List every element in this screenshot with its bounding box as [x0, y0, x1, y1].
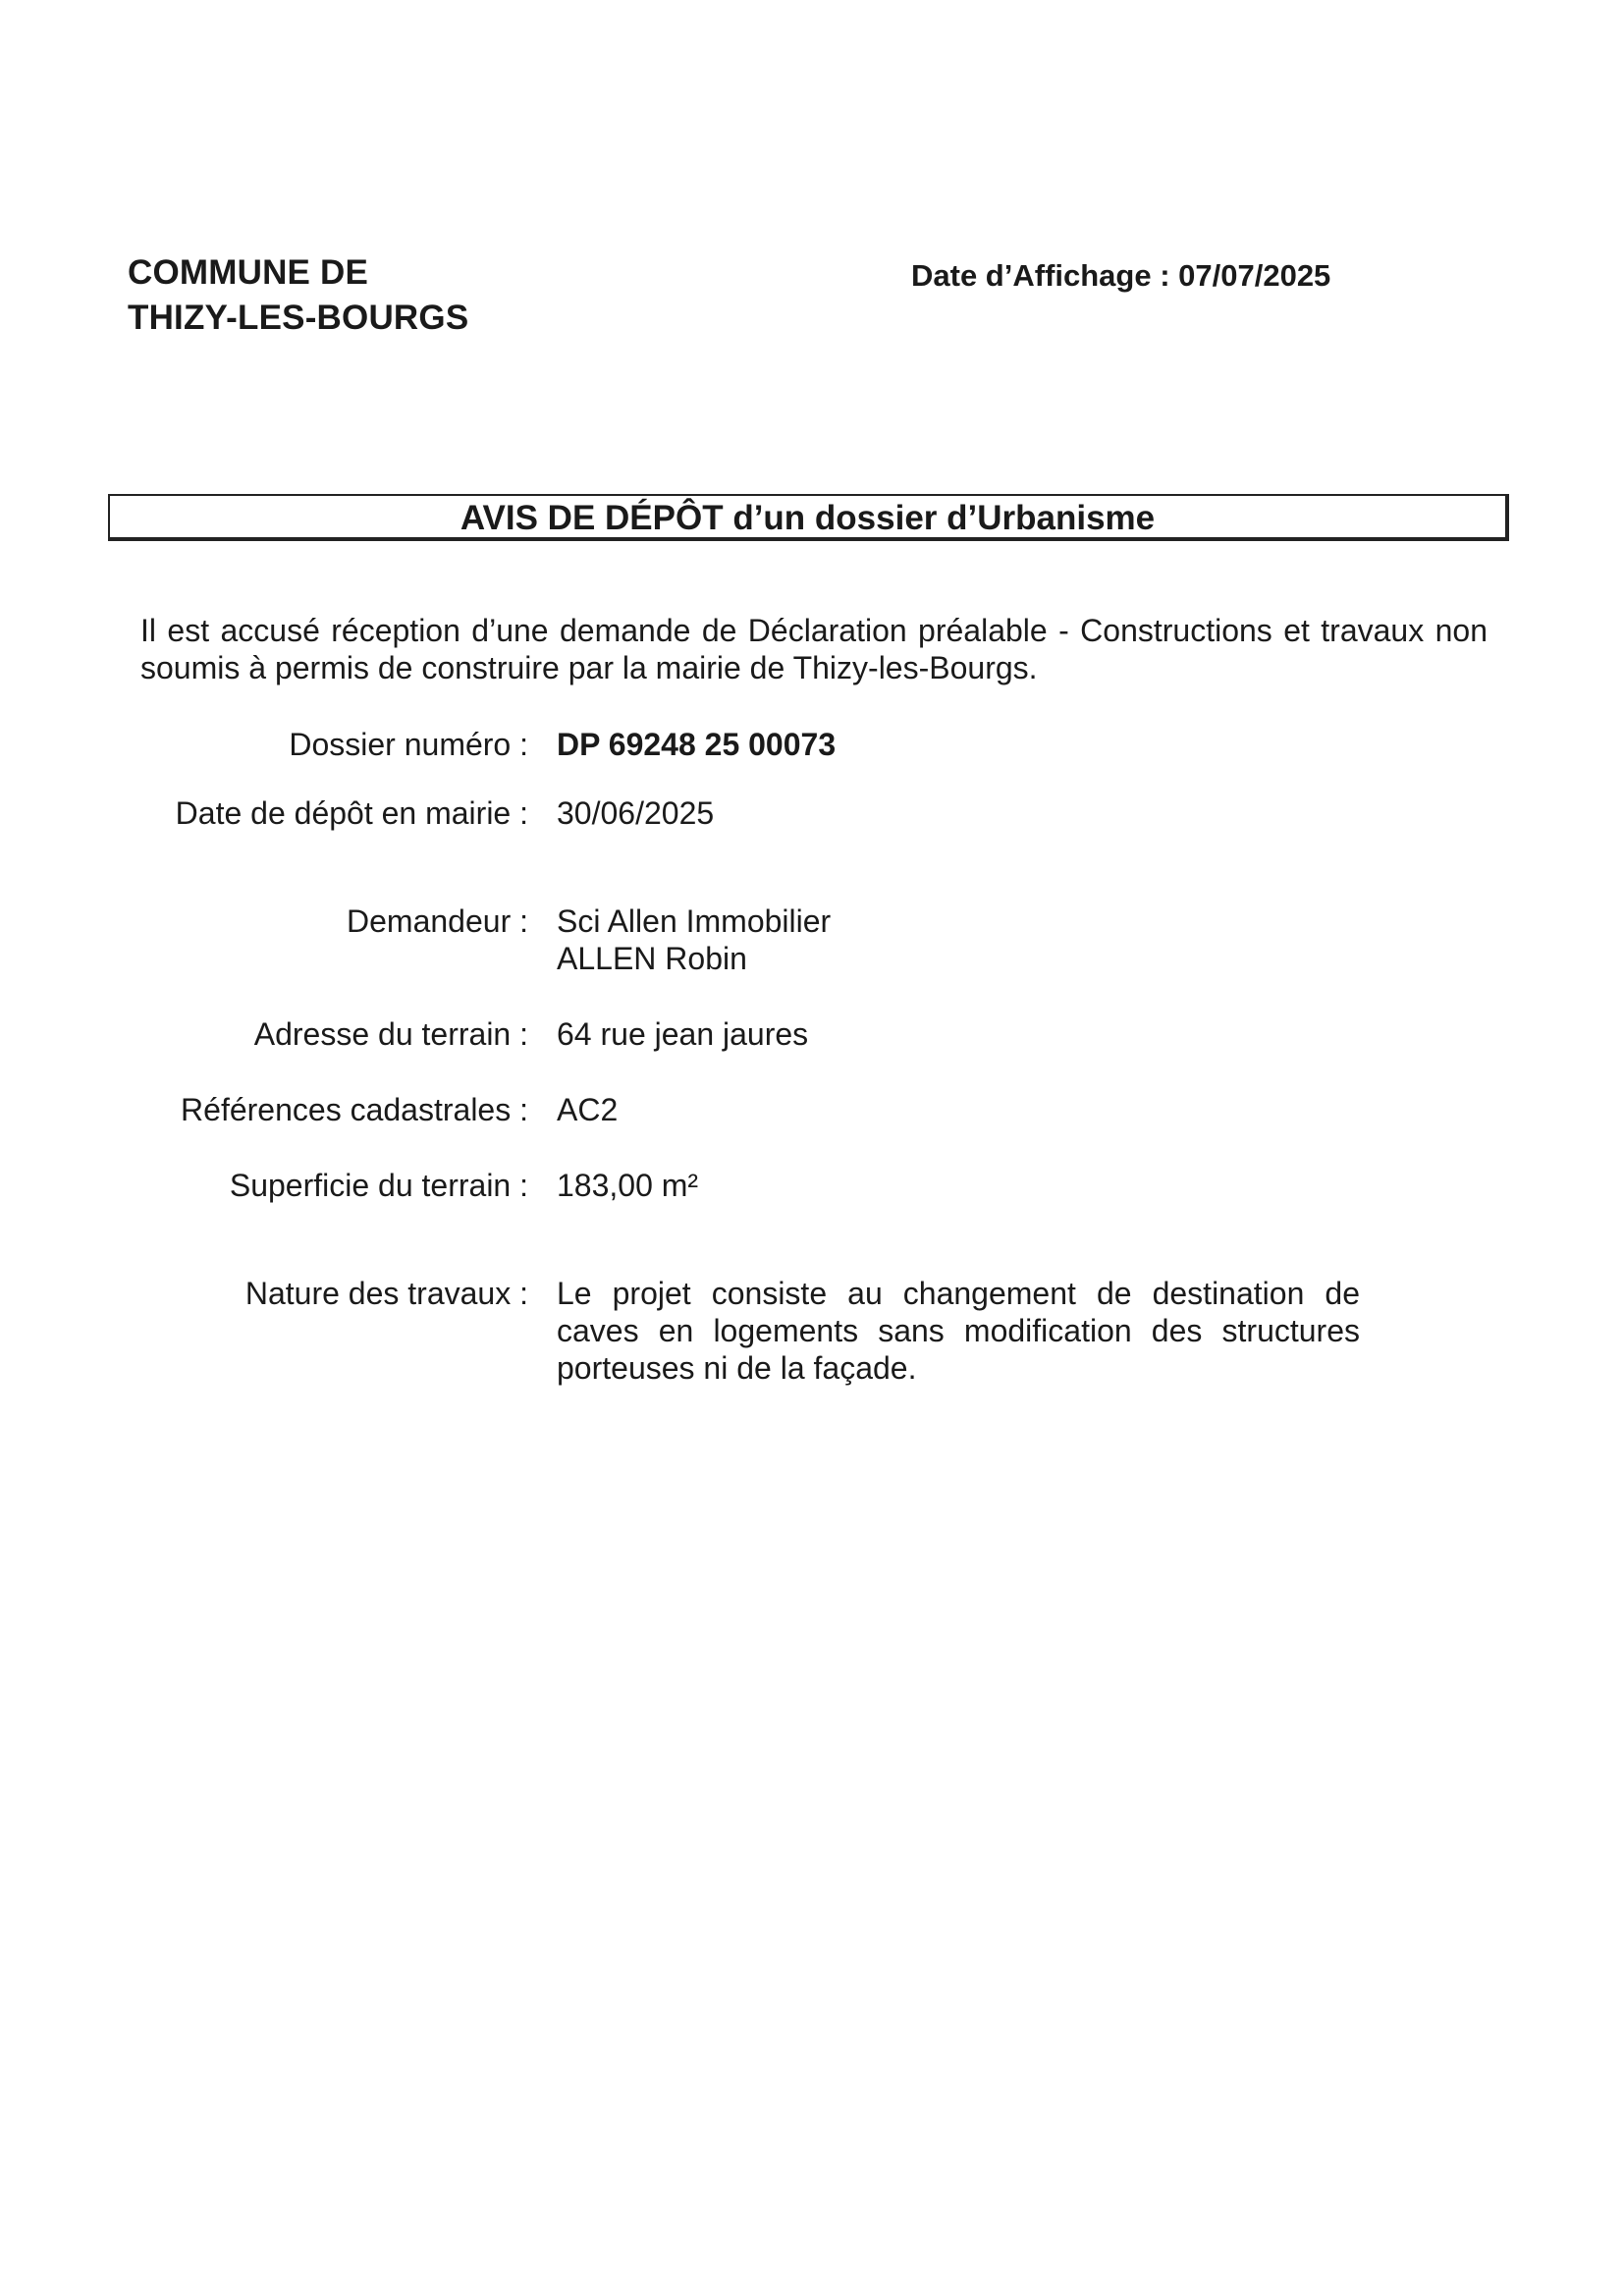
date-affichage: Date d’Affichage : 07/07/2025: [911, 258, 1331, 293]
document-title: AVIS DE DÉPÔT d’un dossier d’Urbanisme: [460, 499, 1156, 537]
intro-paragraph: Il est accusé réception d’une demande de Déclaration préalable - Constructions et travaux non soumis à permis de construire par la mairie de Thizy-les-Bourgs.: [140, 613, 1488, 685]
commune-line-1: COMMUNE DE: [128, 253, 369, 292]
dossier-label: Dossier numéro :: [289, 727, 528, 762]
nature-value: Le projet consiste au changement de destination de caves en logements sans modification des structures porteuses ni de la façade.: [557, 1276, 1360, 1386]
commune-name: [128, 250, 468, 341]
date-depot-label: Date de dépôt en mairie :: [175, 795, 528, 831]
cadastre-label: Références cadastrales :: [181, 1092, 528, 1127]
demandeur-line-1: Sci Allen Immobilier: [557, 903, 832, 939]
commune-line-2: THIZY-LES-BOURGS: [128, 299, 469, 337]
cadastre-value: AC2: [557, 1092, 619, 1127]
adresse-value: 64 rue jean jaures: [557, 1016, 809, 1052]
superficie-label: Superficie du terrain :: [229, 1168, 528, 1203]
demandeur-label: Demandeur :: [347, 903, 528, 939]
dossier-value: DP 69248 25 00073: [557, 727, 837, 762]
demandeur-line-2: ALLEN Robin: [557, 941, 747, 976]
superficie-value: 183,00 m²: [557, 1168, 699, 1203]
date-depot-value: 30/06/2025: [557, 795, 715, 831]
adresse-label: Adresse du terrain :: [253, 1016, 528, 1052]
title-box: [108, 494, 1509, 541]
nature-label: Nature des travaux :: [244, 1276, 528, 1311]
demandeur-value: [557, 902, 831, 977]
